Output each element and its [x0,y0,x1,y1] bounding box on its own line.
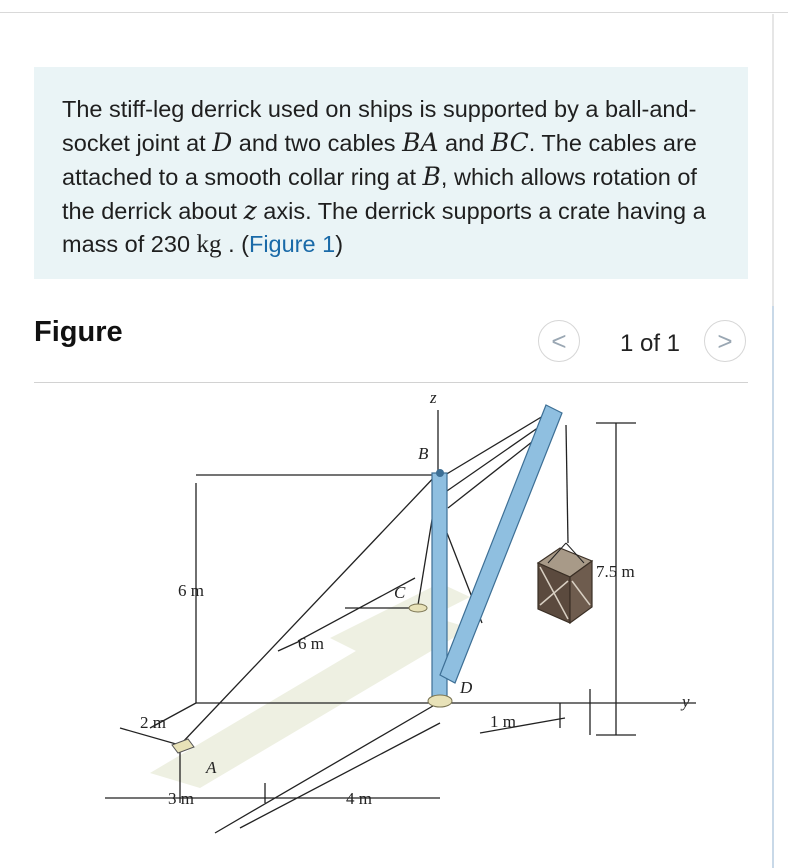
scrollbar-thumb[interactable] [772,306,774,868]
label-y: y [682,692,690,711]
problem-text-part-7: . ( [221,231,249,257]
label-z: z [430,388,437,407]
label-75m: 7.5 m [596,562,635,581]
problem-statement [62,93,724,261]
dim-6m-diag-tick [278,641,300,651]
chevron-right-icon: > [717,325,733,356]
axis-z-symbol: z [243,196,257,225]
boom-body [440,405,562,683]
next-figure-button[interactable] [704,320,746,362]
previous-figure-button[interactable] [538,320,580,362]
crate [538,543,592,623]
unit-kg: kg [196,231,222,258]
problem-text-part-1: The stiff-leg derrick used on ships is supported by a ball-and-socket joint at [62,96,697,156]
boom [440,405,562,683]
label-6m-height: 6 m [178,581,204,600]
label-2m: 2 m [140,713,166,732]
problem-text-part-3: and [438,130,491,156]
label-6m-diagonal: 6 m [298,634,324,653]
problem-text-part-5: , which allows rotation of the derrick about [62,164,697,224]
label-d: D [460,678,473,697]
joint-d-socket [428,695,452,707]
cable-bc-symbol: BC [490,128,529,157]
anchor-c [409,604,427,612]
problem-text-part-4: . The cables are attached to a smooth collar ring at [62,130,697,190]
derrick-diagram [0,383,772,868]
problem-text-part-6: axis. The derrick supports a crate having a mass of 230 [62,198,706,257]
label-b: B [418,444,429,463]
figure-title: Figure [34,316,123,348]
point-b-symbol: B [422,162,441,191]
problem-statement-box [34,67,748,279]
problem-text-part-8: ) [335,231,344,257]
label-1m: 1 m [490,712,516,731]
cable-ba-symbol: BA [402,128,439,157]
label-3m: 3 m [168,789,194,808]
top-divider [0,12,788,13]
figure-1-link[interactable]: Figure 1 [248,231,336,257]
label-c: C [394,583,406,602]
problem-text-part-2: and two cables [232,130,403,156]
ground-shadows [150,583,470,788]
cables [180,413,568,745]
collar-ring-b [436,469,444,477]
label-4m: 4 m [346,789,372,808]
label-a: A [206,758,217,777]
hoist-line [566,425,568,543]
figure-counter: 1 of 1 [619,330,681,357]
point-d-symbol: D [212,128,233,157]
chevron-left-icon: < [551,325,567,356]
